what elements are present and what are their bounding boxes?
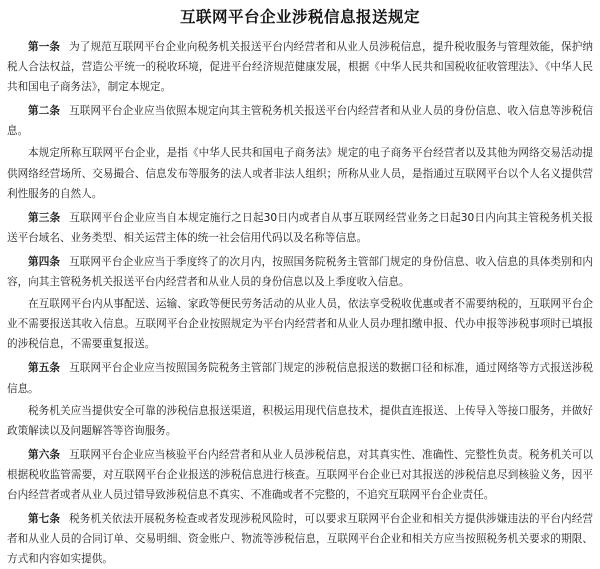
article-5-paragraph	[7, 358, 593, 398]
article-number: 第七条	[28, 513, 61, 526]
article-text: 互联网平台企业应当依照本规定向其主管税务机关报送平台内经营者和从业人员的身份信息、收入信息等涉税信息。	[7, 105, 594, 138]
article-text: 在互联网平台内从事配送、运输、家政等便民劳务活动的从业人员，依法享受税收优惠或者不需要纳税的，互联网平台企业不需要报送其收入信息。互联网平台企业按照规定为平台内经营者和从业人员办理扣缴申报、代办申报等涉税事项时已填报的涉税信息，不需要重复报送。	[7, 298, 593, 351]
article-number: 第五条	[28, 362, 61, 375]
article-3-paragraph	[7, 208, 593, 248]
article-2-continuation	[7, 143, 593, 203]
article-text: 为了规范互联网平台企业向税务机关报送平台内经营者和从业人员涉税信息，提升税收服务与管理效能，保护纳税人合法权益，营造公平统一的税收环境，促进平台经济规范健康发展，根据《中华人民共和国税收征收管理法》、《中华人民共和国电子商务法》，制定本规定。	[7, 41, 594, 94]
article-7-paragraph	[7, 509, 593, 569]
article-text: 税务机关依法开展税务检查或者发现涉税风险时，可以要求互联网平台企业和相关方提供涉嫌违法的平台内经营者和从业人员的合同订单、交易明细、资金账户、物流等涉税信息，互联网平台企业和相关方应当按照税务机关要求的期限、方式和内容如实提供。	[7, 513, 594, 566]
article-4-continuation	[7, 294, 593, 354]
article-number: 第一条	[28, 41, 61, 53]
article-4-paragraph	[7, 252, 593, 292]
article-text: 互联网平台企业应当自本规定施行之日起30日内或者自从事互联网经营业务之日起30日内向其主管税务机关报送平台域名、业务类型、相关运营主体的统一社会信用代码以及名称等信息。	[7, 211, 594, 244]
article-text: 互联网平台企业应当核验平台内经营者和从业人员涉税信息，对其真实性、准确性、完整性负责。税务机关可以根据税收监管需要，对互联网平台企业报送的涉税信息进行核查。互联网平台企业已对其报送的涉税信息尽到核验义务，因平台内经营者或者从业人员过错导致涉税信息不真实、不准确或者不完整的，不追究互联网平台企业责任。	[7, 448, 594, 501]
article-text: 互联网平台企业应当按照国务院税务主管部门规定的涉税信息报送的数据口径和标准，通过网络等方式报送涉税信息。	[7, 362, 594, 395]
article-number: 第二条	[28, 105, 61, 118]
article-2-paragraph	[7, 101, 593, 141]
article-text: 互联网平台企业应当于季度终了的次月内，按照国务院税务主管部门规定的身份信息、收入信息的具体类别和内容，向其主管税务机关报送平台内经营者和从业人员的身份信息以及上季度收入信息。	[7, 255, 594, 289]
article-5-continuation	[7, 401, 593, 441]
article-6-paragraph	[7, 445, 593, 505]
document-title: 互联网平台企业涉税信息报送规定	[179, 8, 420, 26]
article-number: 第三条	[28, 211, 61, 224]
article-number: 第四条	[28, 255, 61, 268]
article-text: 税务机关应当提供安全可靠的涉税信息报送渠道，积极运用现代信息技术，提供直连报送、上传导入等接口服务，并做好政策解读以及问题解答等咨询服务。	[7, 404, 593, 437]
article-number: 第六条	[28, 448, 61, 461]
article-text: 本规定所称互联网平台企业，是指《中华人民共和国电子商务法》规定的电子商务平台经营者以及其他为网络交易活动提供网络经营场所、交易撮合、信息发布等服务的法人或者非法人组织；所称从业人员，是指通过互联网平台以个人名义提供营利性服务的自然人。	[7, 147, 593, 200]
article-1-paragraph	[7, 37, 593, 97]
